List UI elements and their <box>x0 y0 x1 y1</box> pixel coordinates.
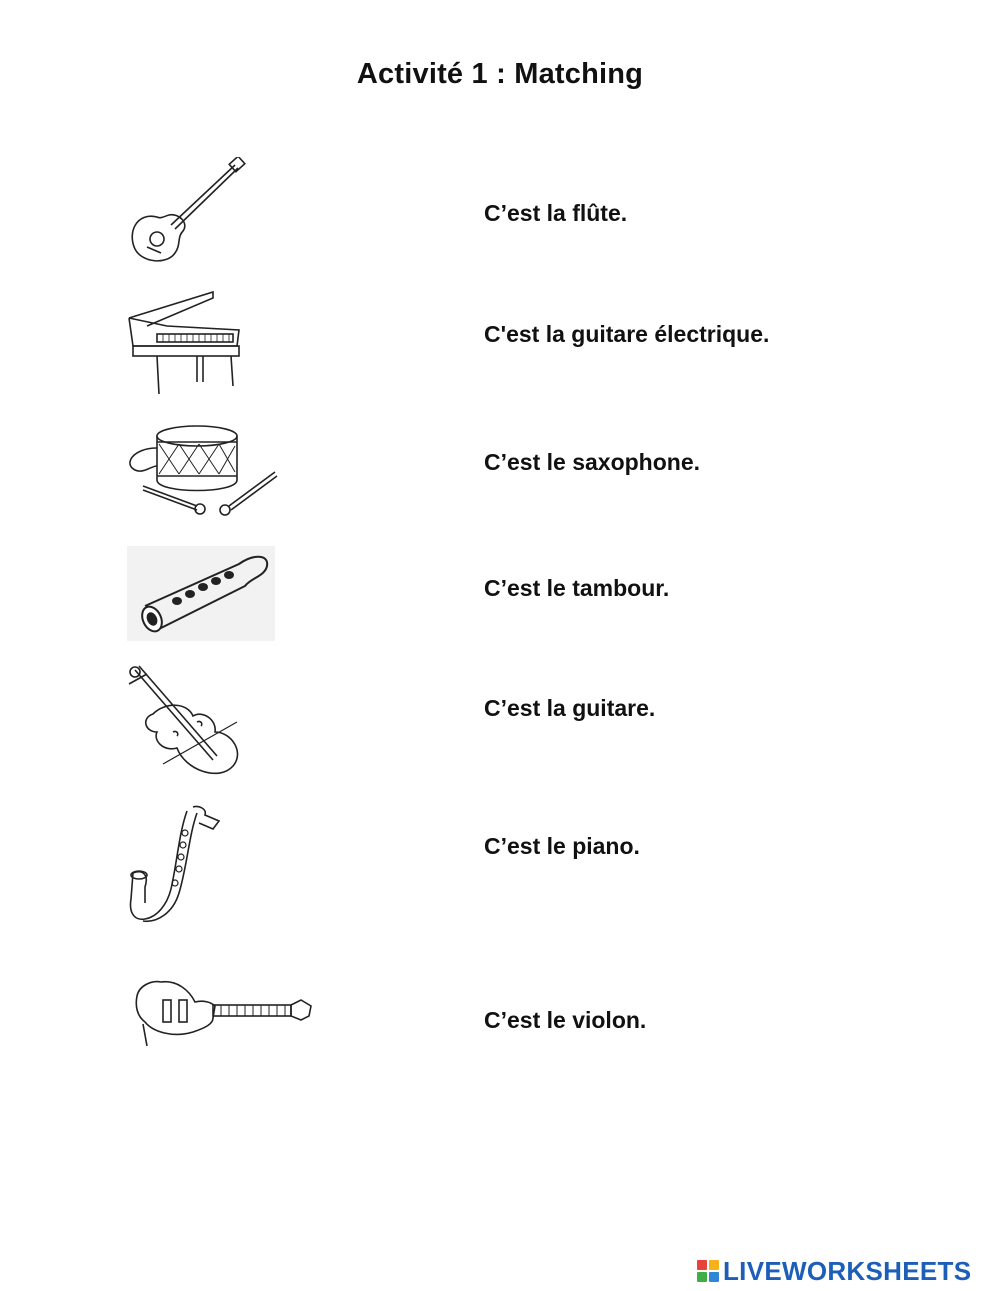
sentence-7: C’est le violon. <box>484 1007 647 1033</box>
acoustic-guitar-image[interactable] <box>127 157 247 265</box>
sentence-3: C’est le saxophone. <box>484 449 701 475</box>
drum-image[interactable] <box>127 414 279 524</box>
saxophone-image[interactable] <box>127 803 223 923</box>
electric-guitar-image[interactable] <box>133 976 313 1052</box>
recorder-flute-image[interactable] <box>127 546 275 641</box>
sentence-6: C’est le piano. <box>484 833 640 859</box>
sentence-2: C'est la guitare électrique. <box>484 321 770 347</box>
sentence-1: C’est la flûte. <box>484 200 628 226</box>
grand-piano-image[interactable] <box>127 290 245 398</box>
liveworksheets-logo <box>697 1255 997 1287</box>
sentence-4: C’est le tambour. <box>484 575 670 601</box>
logo-text: LIVEWORKSHEETS <box>723 1255 972 1286</box>
logo-mark-icon <box>697 1260 719 1282</box>
page-title: Activité 1 : Matching <box>356 58 644 90</box>
sentence-5: C’est la guitare. <box>484 695 656 721</box>
violin-image[interactable] <box>127 662 243 780</box>
